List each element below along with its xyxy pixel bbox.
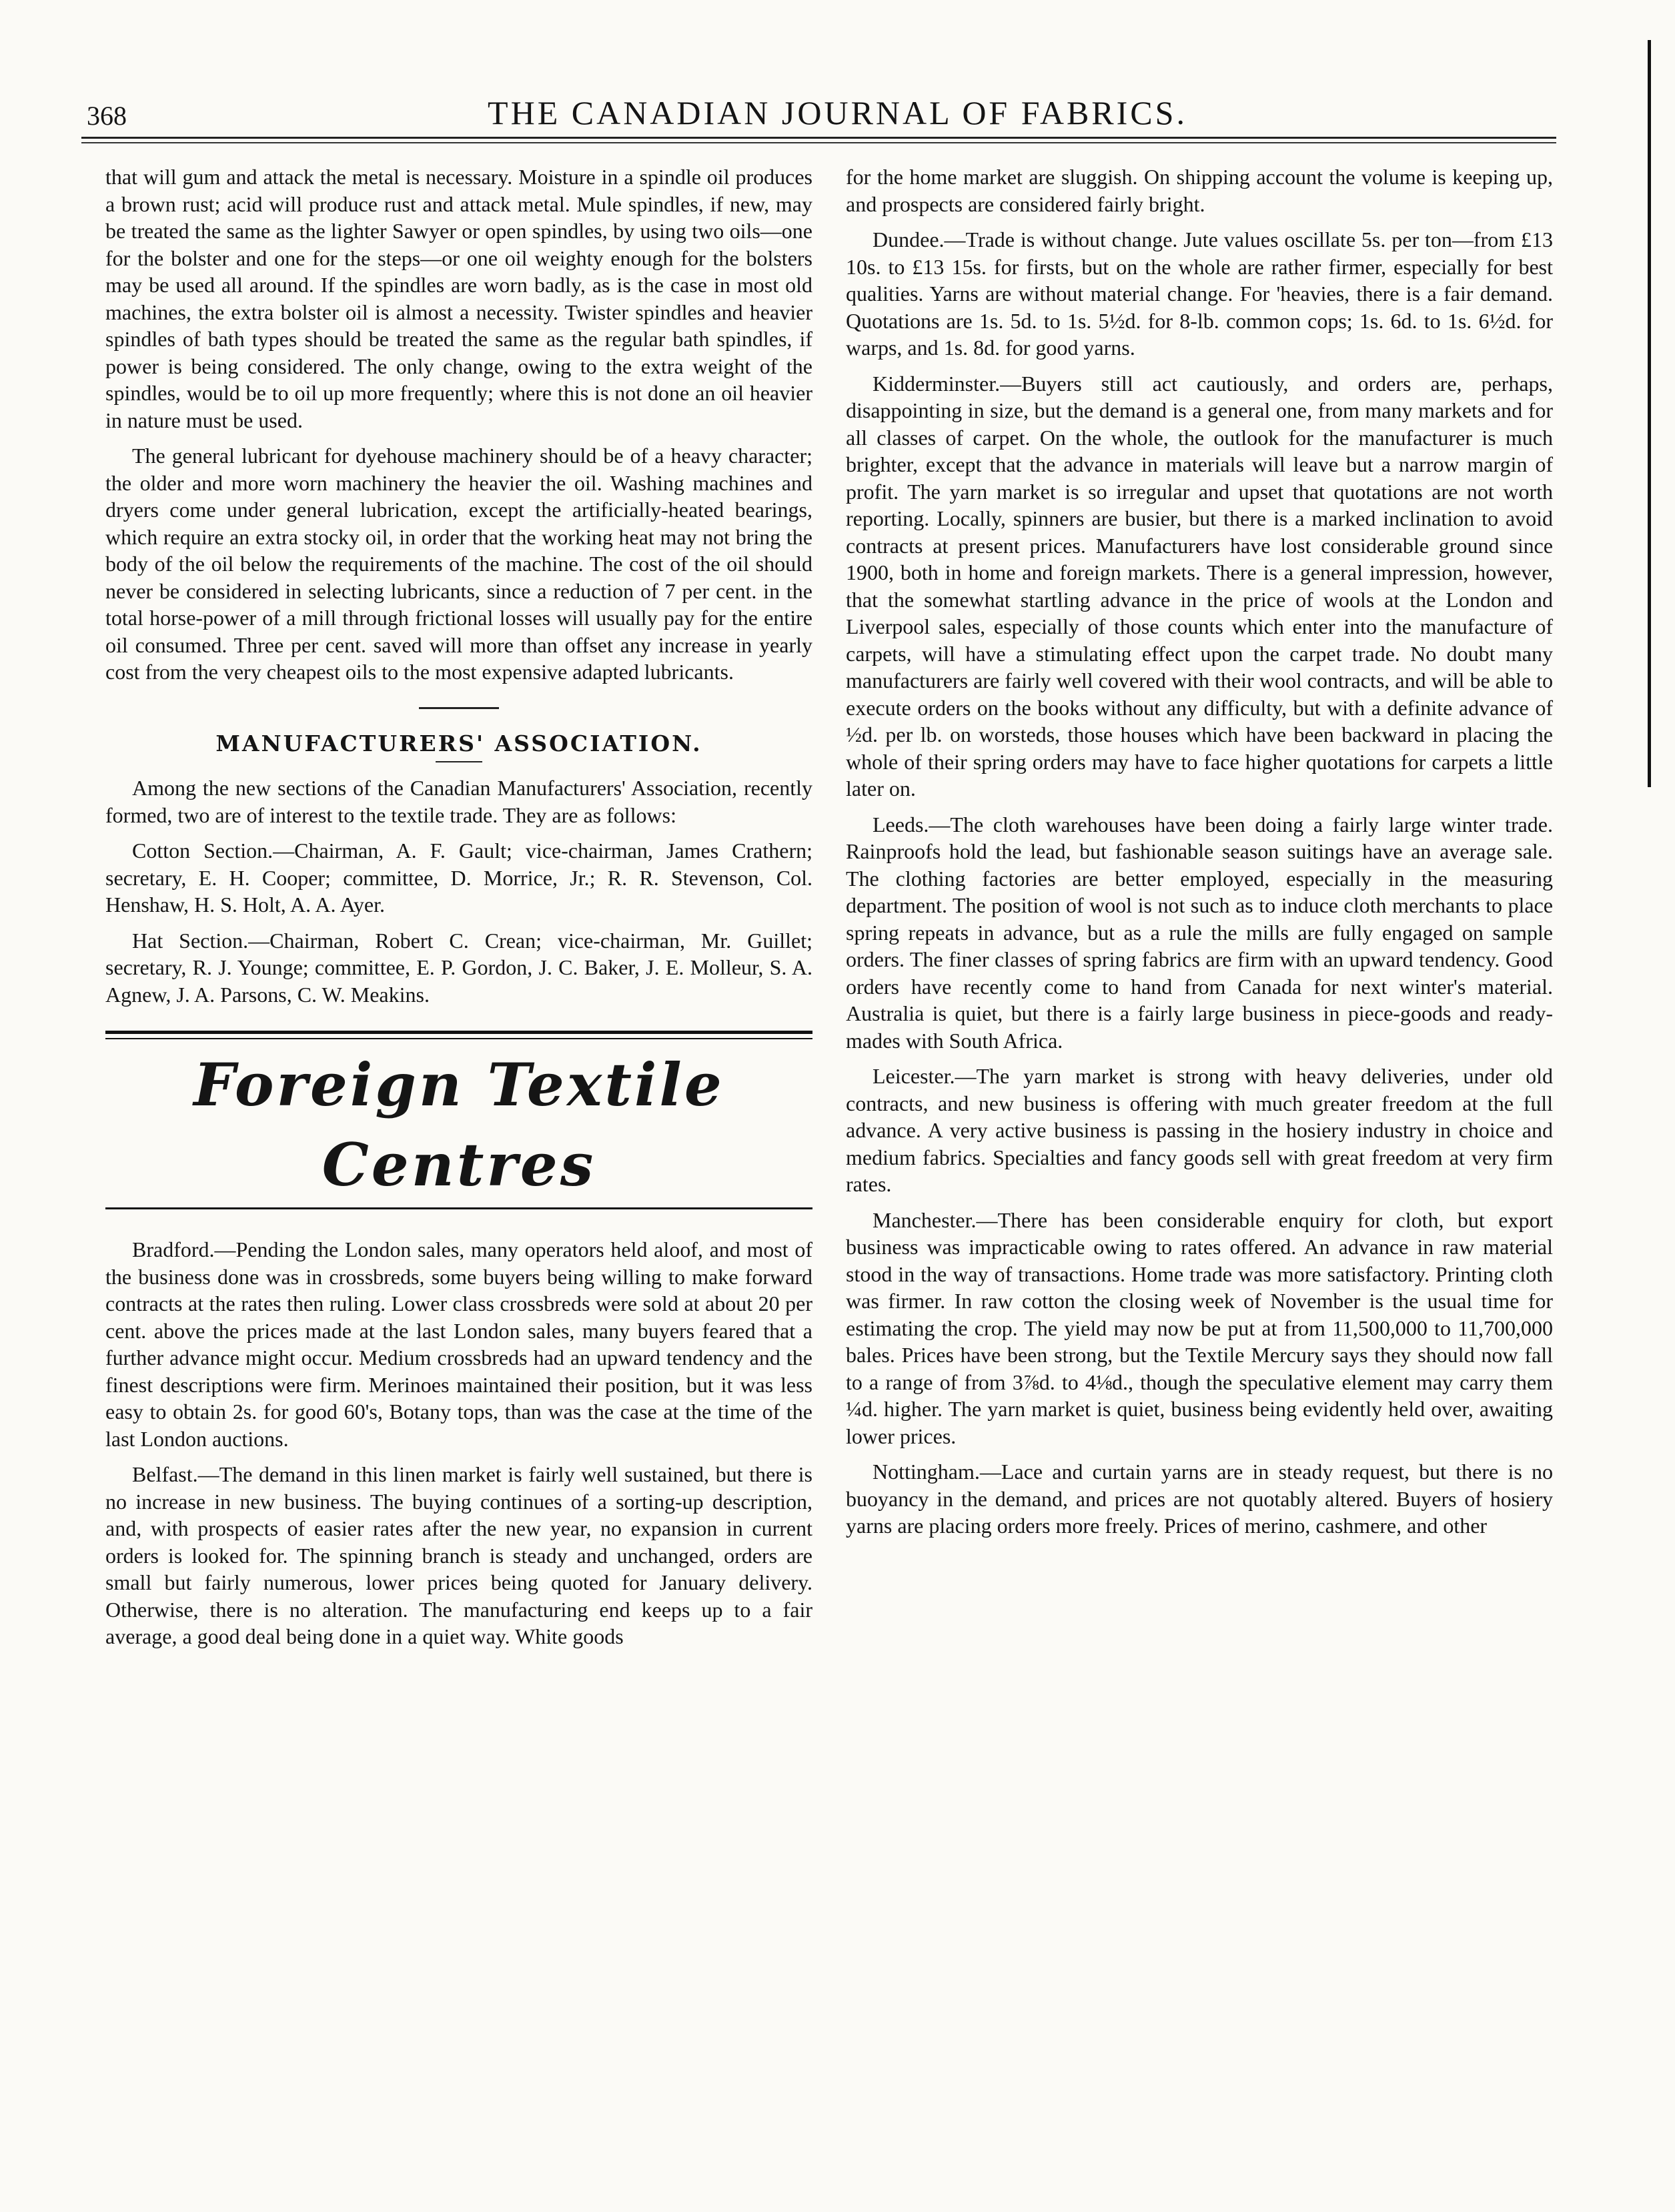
- association-heading: MANUFACTURERS' ASSOCIATION.: [215, 730, 702, 756]
- lubricant-paragraph-2: The general lubricant for dyehouse machinery should be of a heavy character; the older and more worn machinery the heavier the oil. Washing machines and dryers come under general lubrication, except the artificially-heated bearings, which require an extra stocky oil, in order that the working heat may not bring the body of the oil below the requirements of the machine. The cost of the oil should never be considered in selecting lubricants, since a reduction of 7 per cent. in the total horse-power of a mill through frictional losses will usually pay for the entire oil consumed. Three per cent. saved will more than offset any increase in yearly cost from the very cheapest oils to the most expensive adapted lubricants.: [105, 444, 812, 684]
- leeds-paragraph: Leeds.—The cloth warehouses have been doing a fairly large winter trade. Rainproofs hold the lead, but fashionable season suitings have an average sale. The clothing factories are better employed, especially in the measuring department. The position of wool is not such as to induce cloth merchants to place spring repeats in advance, but as a rule the mills are fully engaged on sample orders. The finer classes of spring fabrics are firm with an upward tendency. Good orders have recently come to hand from Canada for next winter's material. Australia is quiet, but there is a fairly large business in piece-goods and ready-mades with South Africa.: [846, 812, 1553, 1053]
- belfast-continued-paragraph: for the home market are sluggish. On shipping account the volume is keeping up, and prospects are considered fairly bright.: [846, 165, 1553, 216]
- header-rule-secondary: [81, 142, 1556, 143]
- leicester-paragraph: Leicester.—The yarn market is strong with heavy deliveries, under old contracts, and new business is offering with much greater freedom at the full advance. A very active business is passing in the hosiery industry in choice and medium fabrics. Specialties and fancy goods sell with great freedom at very firm rates.: [846, 1064, 1553, 1196]
- right-column: [846, 163, 1553, 1548]
- hat-section-paragraph: Hat Section.—Chairman, Robert C. Crean; vice-chairman, Mr. Guillet; secretary, R. J. Younge; committee, E. P. Gordon, J. C. Baker, J. E. Molleur, S. A. Agnew, J. A. Parsons, C. W. Meakins.: [105, 928, 812, 1007]
- section-divider: [419, 707, 499, 709]
- kidderminster-paragraph: Kidderminster.—Buyers still act cautiously, and orders are, perhaps, disappointing in size, but the demand is a general one, from many markets and for all classes of carpet. On the whole, the outlook for the manufacturer is much brighter, except that the advance in materials will leave but a narrow margin of profit. The yarn market is so irregular and upset that quotations are not worth reporting. Locally, spinners are busier, but there is a marked inclination to avoid contracts at present prices. Manufacturers have lost considerable ground since 1900, both in home and foreign markets. There is a general impression, however, that the somewhat startling advance in the price of wools at the London and Liverpool sales, especially of those counts which enter into the manufacture of carpets, will have a stimulating effect upon the carpet trade. No doubt many manufacturers are fairly well covered with their wool contracts, and will be able to execute orders on the books without any difficulty, but with a definite advance of ½d. per lb. on worsteds, those houses which have been backward in placing the whole of their spring orders may have to face higher quotations for carpets a little later on.: [846, 371, 1553, 800]
- page-number: 368: [87, 101, 127, 131]
- foreign-textile-centres-banner: Foreign Textile Centres: [193, 1050, 724, 1199]
- header-rule: [81, 137, 1556, 139]
- lubricant-paragraph-1: that will gum and attack the metal is necessary. Moisture in a spindle oil produces a brown rust; acid will produce rust and attack metal. Mule spindles, if new, may be treated the same as the lighter Sawyer or open spindles, by using two oils—one for the bolster and one for the steps—or one oil weighty enough for the bolsters may be used all around. If the spindles are worn badly, as is the case in most old machines, the extra bolster oil is almost a necessity. Twister spindles and heavier spindles of bath types should be treated the same as the regular bath spindles, if power is being considered. The only change, owing to the extra weight of the spindles, would be to oil up more frequently; where this is not done an oil heavier in nature must be used.: [105, 165, 812, 432]
- banner-bottom-rule: [105, 1207, 812, 1209]
- belfast-paragraph: Belfast.—The demand in this linen market is fairly well sustained, but there is no increase in new business. The buying continues of a sorting-up description, and, with prospects of easier rates after the new year, no expansion in current orders is looked for. The spinning branch is steady and unchanged, orders are small but fairly numerous, lower prices being quoted for January delivery. Otherwise, there is no alteration. The manufacturing end keeps up to a fair average, a good deal being done in a quiet way. White goods: [105, 1462, 812, 1648]
- dundee-paragraph: Dundee.—Trade is without change. Jute values oscillate 5s. per ton—from £13 10s. to £13 15s. for firsts, but on the whole are rather firmer, especially for best qualities. Yarns are without material change. For 'heavies, there is a fair demand. Quotations are 1s. 5d. to 1s. 5½d. for 8-lb. common cops; 1s. 6d. to 1s. 6½d. for warps, and 1s. 8d. for good yarns.: [846, 227, 1553, 360]
- bradford-paragraph: Bradford.—Pending the London sales, many operators held aloof, and most of the business done was in crossbreds, some buyers being willing to make forward contracts at the rates then ruling. Lower class crossbreds were sold at about 20 per cent. above the prices made at the last London sales, many buyers feared that a further advance might occur. Medium crossbreds had an upward tendency and the finest descriptions were firm. Merinoes maintained their position, but it was less easy to obtain 2s. for good 60's, Botany tops, than was the case at the time of the last London auctions.: [105, 1237, 812, 1451]
- nottingham-paragraph: Nottingham.—Lace and curtain yarns are in steady request, but there is no buoyancy in the demand, and prices are not quotably altered. Buyers of hosiery yarns are placing orders more freely. Prices of merino, cashmere, and other: [846, 1460, 1553, 1538]
- banner-top-rule: [105, 1031, 812, 1039]
- journal-title: THE CANADIAN JOURNAL OF FABRICS.: [488, 94, 1187, 131]
- left-column: [105, 163, 812, 1659]
- page-edge-line: [1648, 40, 1651, 787]
- heading-underline: [436, 761, 482, 762]
- manchester-paragraph: Manchester.—There has been considerable enquiry for cloth, but export business was impracticable owing to rates offered. An advance in raw material stood in the way of transactions. Home trade was more satisfactory. Printing cloth was firmer. In raw cotton the closing week of November is the usual time for estimating the crop. The yield may now be put at from 11,500,000 to 11,700,000 bales. Prices have been strong, but the Textile Mercury says they should now fall to a range of from 3⅞d. to 4⅛d., though the speculative element may carry them ¼d. higher. The yarn market is quiet, business being evidently held over, awaiting lower prices.: [846, 1207, 1553, 1448]
- association-intro: Among the new sections of the Canadian Manufacturers' Association, recently formed, two are of interest to the textile trade. They are as follows:: [105, 776, 812, 827]
- cotton-section-paragraph: Cotton Section.—Chairman, A. F. Gault; vice-chairman, James Crathern; secretary, E. H. Cooper; committee, D. Morrice, Jr.; R. R. Stevenson, Col. Henshaw, H. S. Holt, A. A. Ayer.: [105, 839, 812, 917]
